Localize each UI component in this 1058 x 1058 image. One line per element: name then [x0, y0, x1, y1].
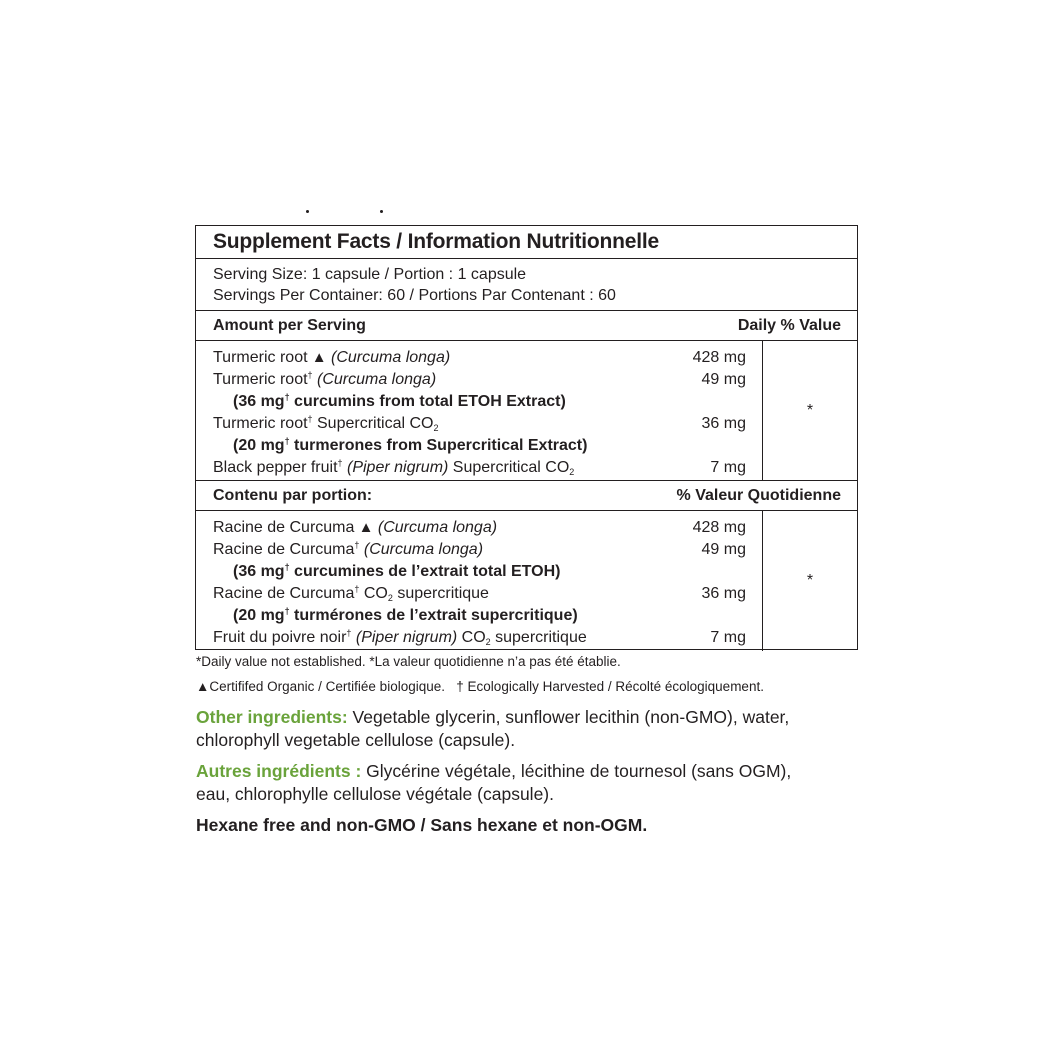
- serving-info: [196, 259, 857, 311]
- daily-value-cell: [762, 341, 857, 480]
- other-ingredients-text: Vegetable glycerin, sunflower lecithin (non-GMO), water,: [347, 707, 790, 727]
- valeur-quotidienne-label: % Valeur Quotidienne: [676, 486, 841, 504]
- ingredient-subrow: (36 mg† curcumines de l’extrait total ETOH): [233, 562, 561, 580]
- ingredient-name: Fruit du poivre noir: [213, 629, 347, 646]
- autres-ingredients-text: Glycérine végétale, lécithine de tournesol (sans OGM),: [361, 761, 792, 781]
- autres-ingredients: [196, 760, 791, 806]
- ingredient-name: Turmeric root: [213, 371, 308, 388]
- panel-title: Supplement Facts / Information Nutritionnelle: [196, 226, 857, 259]
- ingredient-row: [213, 539, 676, 561]
- french-ingredients-block: [196, 511, 857, 651]
- ingredient-row: [213, 369, 676, 391]
- dot-mark: [306, 210, 309, 213]
- other-ingredients-label: Other ingredients:: [196, 707, 348, 727]
- ingredient-row: Black pepper fruit† (Piper nigrum) Supercritical $CO_2$: [213, 458, 575, 477]
- subscript-two: 2: [433, 423, 439, 433]
- latin-name: (Piper nigrum): [346, 459, 449, 476]
- ingredient-row: [213, 517, 676, 539]
- english-header: [196, 311, 857, 341]
- autres-ingredients-text: eau, chlorophylle cellulose végétale (capsule).: [196, 784, 554, 804]
- daily-value-cell: [762, 511, 857, 651]
- ingredient-name: Turmeric root: [213, 349, 308, 366]
- serving-size: Serving Size: 1 capsule / Portion : 1 capsule: [213, 266, 527, 283]
- daily-value-note: *Daily value not established. *La valeur quotidienne n’a pas été établie.: [196, 654, 621, 669]
- english-ingredients-block: [196, 341, 857, 481]
- ingredient-subrow: (20 mg† turmerones from Supercritical Extract): [233, 436, 588, 454]
- latin-name: (Curcuma longa): [363, 541, 484, 558]
- subscript-two: 2: [387, 593, 393, 603]
- ingredient-row: Racine de Curcuma† $CO_2$ supercritique: [213, 584, 489, 603]
- amount-value: 36 mg: [701, 415, 746, 432]
- ingredient-subrow: (36 mg† curcumins from total ETOH Extract): [233, 392, 566, 410]
- amount-value: 428 mg: [692, 349, 746, 366]
- amount-spacer: [676, 605, 746, 627]
- dagger-icon: †: [346, 628, 352, 638]
- ingredient-amounts: [676, 511, 762, 651]
- latin-name: (Curcuma longa): [377, 519, 498, 536]
- dagger-icon: †: [354, 540, 360, 550]
- amount-value: 7 mg: [710, 629, 746, 646]
- ingredient-subrow: (20 mg† turmérones de l’extrait supercritique): [233, 606, 578, 624]
- ingredient-row: Fruit du poivre noir† (Piper nigrum) $CO_2$ supercritique: [213, 628, 587, 647]
- ingredient-names: [196, 511, 676, 651]
- dagger-icon: †: [284, 562, 290, 572]
- dagger-icon: †: [284, 436, 290, 446]
- dot-mark: [380, 210, 383, 213]
- organic-triangle-icon: ▲: [196, 679, 210, 694]
- ingredient-name: Racine de Curcuma: [213, 541, 355, 558]
- servings-per-container: Servings Per Container: 60 / Portions Par Contenant : 60: [213, 287, 616, 304]
- daily-value-label: Daily % Value: [737, 316, 841, 334]
- organic-triangle-icon: ▲: [358, 519, 374, 536]
- supplement-facts-panel: [195, 225, 858, 650]
- contenu-par-portion-label: Contenu par portion:: [213, 486, 373, 504]
- latin-name: (Curcuma longa): [331, 349, 451, 366]
- other-ingredients-text: chlorophyll vegetable cellulose (capsule).: [196, 730, 516, 750]
- ingredient-name: Black pepper fruit: [213, 459, 338, 476]
- ingredient-name: Turmeric root: [213, 415, 308, 432]
- hexane-free-statement: Hexane free and non-GMO / Sans hexane et non-OGM.: [196, 815, 648, 835]
- amount-value: 49 mg: [701, 541, 746, 558]
- ingredient-names: [196, 341, 676, 480]
- ingredient-name: Racine de Curcuma: [213, 519, 355, 536]
- certification-note: [196, 679, 764, 704]
- dagger-icon: †: [337, 458, 343, 468]
- amount-spacer: [676, 391, 746, 413]
- latin-name: (Piper nigrum): [355, 629, 458, 646]
- dagger-icon: †: [307, 370, 313, 380]
- dagger-icon: †: [307, 414, 313, 424]
- daily-value-asterisk: *: [806, 401, 814, 419]
- ingredient-name: Racine de Curcuma: [213, 585, 355, 602]
- latin-name: (Curcuma longa): [317, 371, 437, 388]
- organic-triangle-icon: ▲: [311, 349, 327, 366]
- amount-value: 49 mg: [701, 371, 746, 388]
- ingredient-row: Turmeric root† Supercritical $CO_2$: [213, 414, 439, 433]
- amount-per-serving-label: Amount per Serving: [213, 316, 366, 334]
- ingredient-row: [213, 347, 676, 369]
- dagger-icon: †: [284, 392, 290, 402]
- ingredient-amounts: [676, 341, 762, 480]
- other-ingredients: [196, 706, 789, 752]
- daily-value-asterisk: *: [806, 572, 814, 589]
- amount-value: 7 mg: [710, 459, 746, 476]
- dagger-icon: †: [354, 584, 360, 594]
- autres-ingredients-label: Autres ingrédients :: [196, 761, 362, 781]
- subscript-two: 2: [569, 467, 575, 477]
- amount-value: 428 mg: [692, 519, 746, 536]
- subscript-two: 2: [485, 637, 491, 647]
- amount-value: 36 mg: [701, 585, 746, 602]
- footnotes: [196, 654, 764, 704]
- amount-spacer: [676, 435, 746, 457]
- harvested-note: Ecologically Harvested / Récolté écologiquement.: [467, 679, 764, 694]
- decorative-dots: [300, 206, 390, 216]
- dagger-icon: †: [456, 679, 464, 694]
- amount-spacer: [676, 561, 746, 583]
- dagger-icon: †: [284, 606, 290, 616]
- organic-note: Certififed Organic / Certifiée biologique.: [209, 679, 445, 694]
- french-header: [196, 481, 857, 511]
